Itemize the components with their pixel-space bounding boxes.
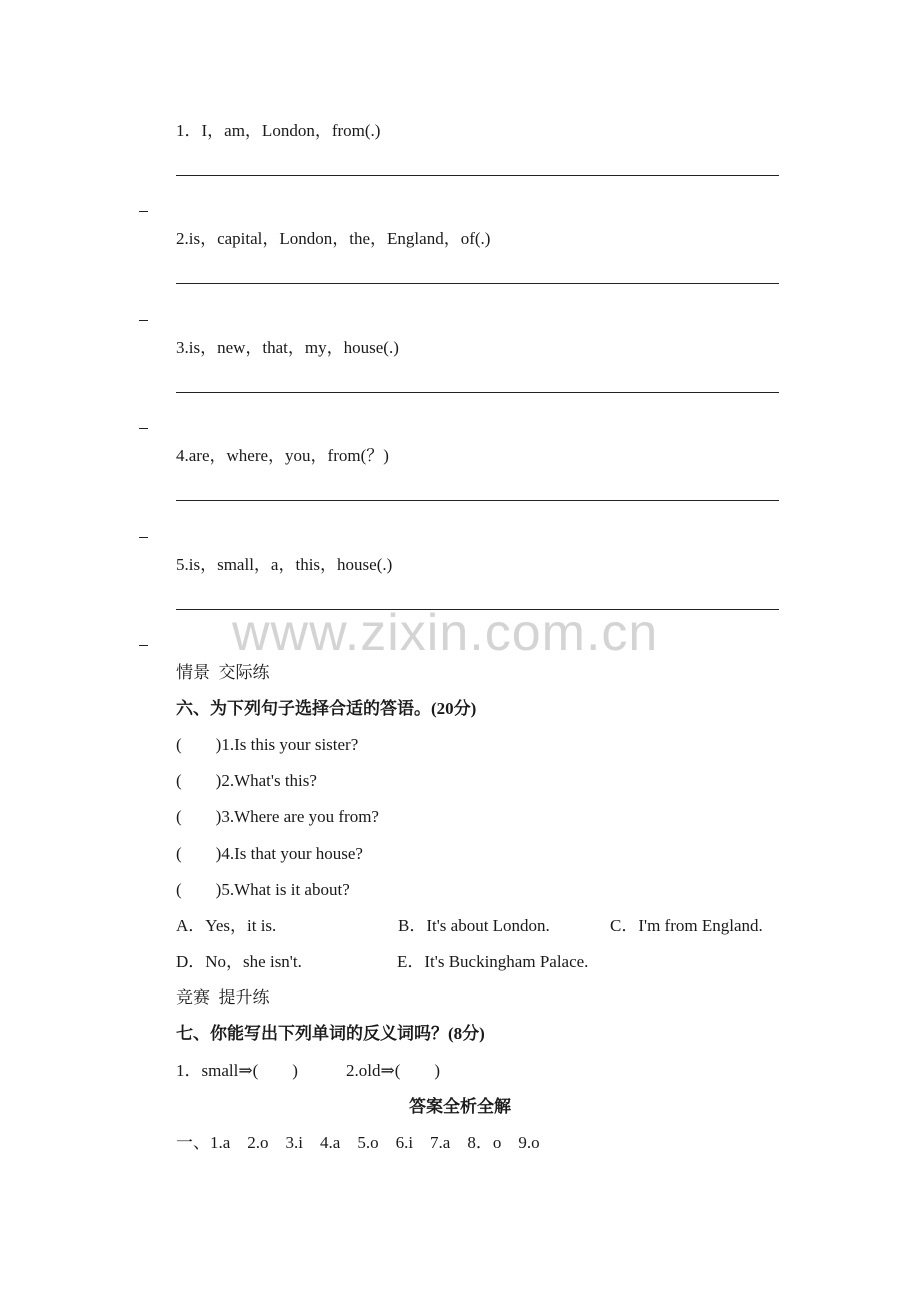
answer-line-3[interactable] xyxy=(176,392,779,393)
answer-line-4[interactable] xyxy=(176,500,779,501)
dash-mark xyxy=(139,320,148,321)
antonym-item-2: 2.old⇒( ) xyxy=(346,1061,441,1080)
answers-title: 答案全析全解 xyxy=(409,1097,511,1116)
question-1: ( )1.Is this your sister? xyxy=(176,735,359,754)
question-4: ( )4.Is that your house? xyxy=(176,844,363,863)
option-a: A．Yes，it is. xyxy=(176,916,277,935)
option-c: C．I'm from England. xyxy=(610,916,763,935)
section-heading-7: 七、你能写出下列单词的反义词吗？(8分) xyxy=(176,1024,485,1043)
section-label-contest: 竞赛 提升练 xyxy=(176,988,270,1007)
reorder-item-3: 3.is，new，that，my，house(.) xyxy=(176,338,399,357)
reorder-item-2: 2.is，capital，London，the，England，of(.) xyxy=(176,229,491,248)
answers-line-1: 一、1.a 2.o 3.i 4.a 5.o 6.i 7.a 8．o 9.o xyxy=(176,1133,540,1152)
option-d: D．No，she isn't. xyxy=(176,952,302,971)
section-label-scene: 情景 交际练 xyxy=(176,663,270,682)
dash-mark xyxy=(139,211,148,212)
dash-mark xyxy=(139,537,148,538)
question-2: ( )2.What's this? xyxy=(176,771,317,790)
option-e: E．It's Buckingham Palace. xyxy=(397,952,589,971)
answer-line-2[interactable] xyxy=(176,283,779,284)
section-heading-6: 六、为下列句子选择合适的答语。(20分) xyxy=(176,699,477,718)
question-5: ( )5.What is it about? xyxy=(176,880,350,899)
antonym-item-1: 1．small⇒( ) xyxy=(176,1061,298,1080)
reorder-item-5: 5.is，small，a，this，house(.) xyxy=(176,555,393,574)
reorder-item-1: 1．I，am，London，from(.) xyxy=(176,121,381,140)
dash-mark xyxy=(139,645,148,646)
reorder-item-4: 4.are，where，you，from(？) xyxy=(176,446,389,465)
question-3: ( )3.Where are you from? xyxy=(176,807,379,826)
watermark: www.zixin.com.cn xyxy=(232,604,659,662)
dash-mark xyxy=(139,428,148,429)
option-b: B．It's about London. xyxy=(398,916,550,935)
answer-line-1[interactable] xyxy=(176,175,779,176)
